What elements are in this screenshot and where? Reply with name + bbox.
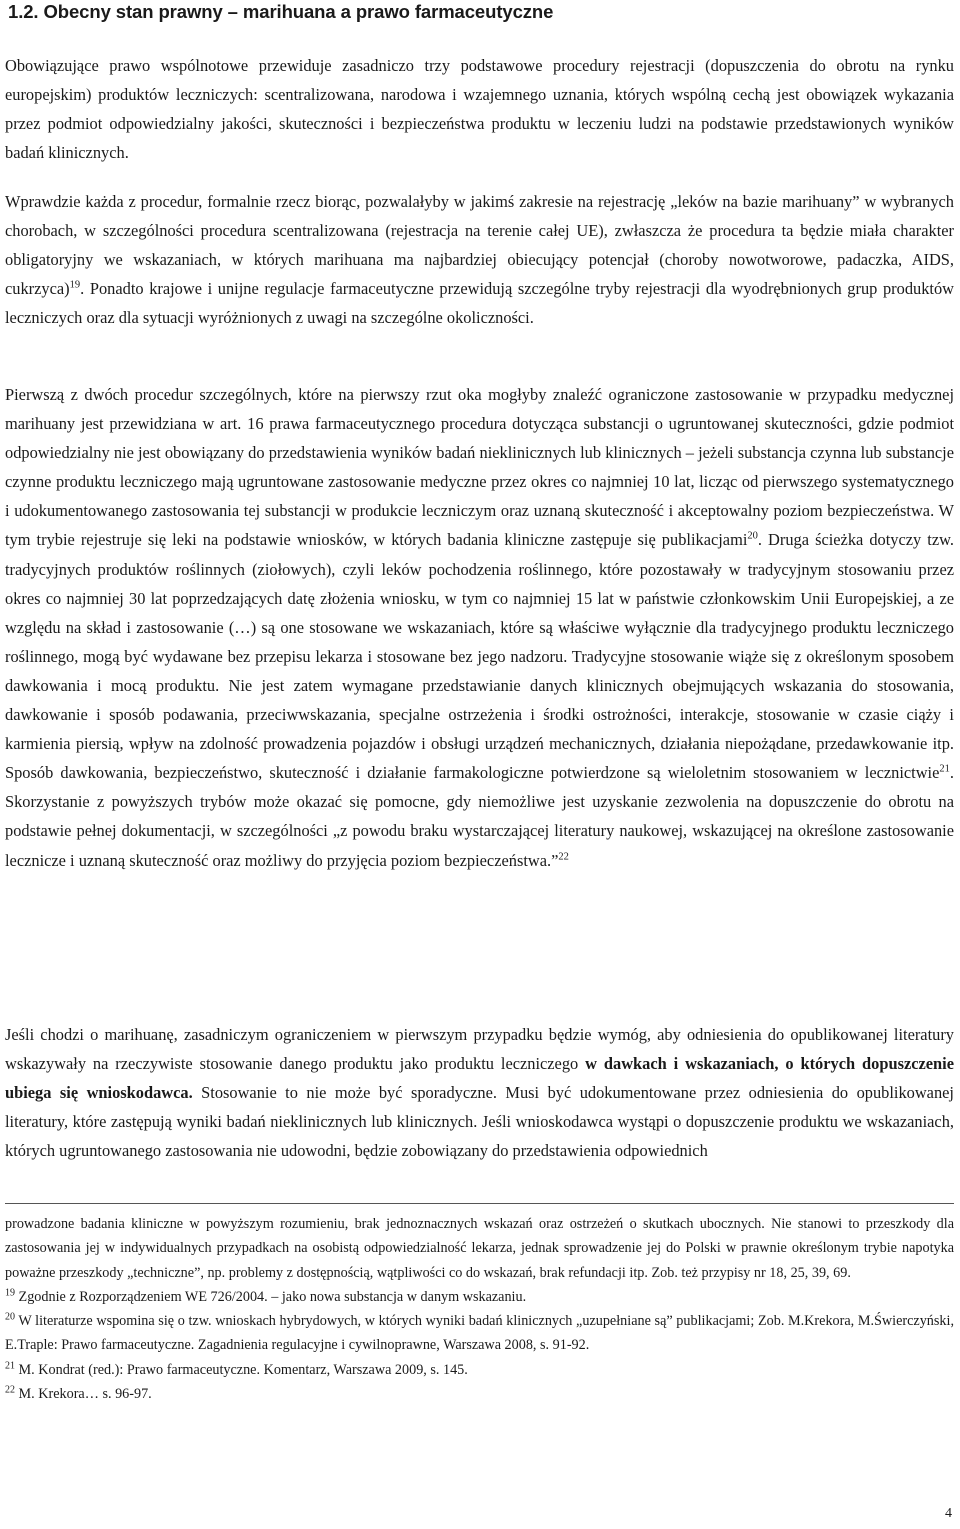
paragraph-4-text-b: Stosowanie to nie może być sporadyczne. Musi być udokumentowane przez odniesienia do opublikowanej literatury, które zastępują wyniki badań nieklinicznych lub klinicznych. Jeśli wnioskodawca wystąpi o dopuszczenie produktu we wskazaniach, których ugruntowanego zastosowania nie udowodni, będzie zobowiązany do przedstawienia odpowiednich: [5, 1083, 954, 1161]
footnote-21: [5, 1358, 954, 1382]
paragraph-3: [5, 380, 954, 875]
section-heading: 1.2. Obecny stan prawny – marihuana a prawo farmaceutyczne: [8, 1, 554, 22]
paragraph-2-text-a: Wprawdzie każda z procedur, formalnie rzecz biorąc, pozwalałyby w jakimś zakresie na rejestrację „leków na bazie marihuany” w wybranych chorobach, w szczególności procedura scentralizowana (rejestracja na terenie całej UE), zwłaszcza że procedura ta będzie miała charakter obligatoryjny we wskazaniach, w których marihuana ma najbardziej obiecujący potencjał (choroby nowotworowe, padaczka, AIDS, cukrzyca): [5, 192, 954, 299]
footnote-ref-21[interactable]: 21: [939, 763, 950, 775]
paragraph-4: [5, 1020, 954, 1165]
footnote-ref-19[interactable]: 19: [69, 279, 81, 291]
footnote-separator: [5, 1203, 954, 1204]
paragraph-1: [5, 51, 954, 167]
footnote-19-text: Zgodnie z Rozporządzeniem WE 726/2004. – jako nowa substancja w danym wskazaniu.: [15, 1288, 527, 1305]
footnote-ref-22[interactable]: 22: [558, 851, 569, 863]
footnote-number-19: 19: [5, 1287, 15, 1299]
footnote-ref-20[interactable]: 20: [747, 531, 758, 542]
footnote-21-text: M. Kondrat (red.): Prawo farmaceutyczne. Komentarz, Warszawa 2009, s. 145.: [15, 1361, 468, 1378]
footnote-number-22: 22: [5, 1384, 15, 1396]
footnote-22: [5, 1382, 954, 1406]
paragraph-1-text: Obowiązujące prawo wspólnotowe przewiduje zasadniczo trzy podstawowe procedury rejestracji (dopuszczenia do obrotu na rynku europejskim) produktów leczniczych: scentralizowana, narodowa i wzajemnego uznania, których wspólną cechą jest obowiązek wykazania przez podmiot odpowiedzialny jakości, skuteczności i bezpieczeństwa produktu w leczeniu ludzi na podstawie przedstawionych wyników badań klinicznych.: [5, 56, 954, 163]
paragraph-3-text-c: . Skorzystanie z powyższych trybów może okazać się pomocne, gdy niemożliwe jest uzyskanie zezwolenia na dopuszczenie do obrotu na podstawie pełnej dokumentacji, w szczególności „z powodu braku wystarczającej literatury naukowej, wskazującej na określone zastosowanie lecznicze i uznaną skuteczność oraz możliwy do przyjęcia poziom bezpieczeństwa.”: [5, 763, 954, 870]
footnote-number-21: 21: [5, 1360, 15, 1372]
paragraph-2-text-b: . Ponadto krajowe i unijne regulacje farmaceutyczne przewidują szczególne tryby rejestracji dla wyodrębnionych grup produktów leczniczych oraz dla sytuacji wyróżnionych z uwagi na szczególne okoliczności.: [5, 279, 954, 328]
paragraph-3-text-a: Pierwszą z dwóch procedur szczególnych, które na pierwszy rzut oka mogłyby znaleźć ograniczone zastosowanie w przypadku medycznej marihuany jest przewidziana w art. 16 prawa farmaceutycznego procedura dotycząca substancji o ugruntowanej skuteczności, gdzie podmiot odpowiedzialny nie jest obowiązany do przedstawienia wyników badań nieklinicznych lub klinicznych – jeżeli substancja czynna lub substancje czynne produktu leczniczego mają ugruntowane zastosowanie medyczne przez okres co najmniej 10 lat, licząc od pierwszego systematycznego i udokumentowanego zastosowania tej substancji w produkcie leczniczym oraz uznaną skuteczność i akceptowalny poziom bezpieczeństwa. W tym trybie rejestruje się leki na podstawie wniosków, w których badania kliniczne zastępuje się publikacjami: [5, 385, 954, 550]
footnotes: [5, 1212, 954, 1406]
footnote-19: [5, 1285, 954, 1309]
page-number: 4: [945, 1506, 952, 1521]
paragraph-4-text-a: Jeśli chodzi o marihuanę, zasadniczym ograniczeniem w pierwszym przypadku będzie wymóg, aby odniesienia do opublikowanej literatury wskazywały na rzeczywiste stosowanie danego produktu jako produktu leczniczego: [5, 1025, 954, 1074]
paragraph-4-bold-text: w dawkach i wskazaniach, o których dopuszczenie ubiega się wnioskodawca.: [5, 1054, 954, 1103]
paragraph-2: [5, 187, 954, 332]
footnote-20: [5, 1309, 954, 1358]
footnote-number-20: 20: [5, 1311, 15, 1323]
paragraph-3-text-b: . Druga ścieżka dotyczy tzw. tradycyjnych produktów roślinnych (ziołowych), czyli leków pochodzenia roślinnego, które pozostawały w tradycyjnym stosowaniu przez okres co najmniej 30 lat poprzedzających datę złożenia wniosku, w tym co najmniej 15 lat w państwie członkowskim Unii Europejskiej, a ze względu na skład i zastosowanie (…) są one stosowane we wskazaniach, które są właściwe wyłącznie dla tradycyjnego produktu leczniczego roślinnego, mogą być wydawane bez przepisu lekarza i stosowane bez jego nadzoru. Tradycyjne stosowanie wiąże się z określonym sposobem dawkowania i mocą produktu. Nie jest zatem wymagane przedstawianie danych klinicznych obejmujących wskazania do stosowania, dawkowanie i sposób podawania, przeciwwskazania, specjalne ostrzeżenia i środki ostrożności, interakcje, stosowanie w czasie ciąży i karmienia piersią, wpływ na zdolność prowadzenia pojazdów i obsługi urządzeń mechanicznych, działania niepożądane, przedawkowanie itp. Sposób dawkowania, bezpieczeństwo, skuteczność i działanie farmakologiczne potwierdzone są wieloletnim stosowaniem w lecznictwie: [5, 530, 955, 783]
footnote-continuation: prowadzone badania kliniczne w powyższym rozumieniu, brak jednoznacznych wskazań oraz ostrzeżeń o skutkach ubocznych. Nie stanowi to przeszkody dla zastosowania jej w indywidualnych przypadkach na osobistą odpowiedzialność lekarza, jednak sprowadzenie jej do Polski w prawnie określonym trybie napotyka poważne przeszkody „techniczne”, np. problemy z dostępnością, wątpliwości co do wskazań, brak refundacji itp. Zob. też przypisy nr 18, 25, 39, 69.: [5, 1216, 954, 1281]
footnote-22-text: M. Krekora… s. 96-97.: [15, 1386, 152, 1403]
footnote-20-text: W literaturze wspomina się o tzw. wnioskach hybrydowych, w których wyniki badań klinicznych „uzupełniane są” publikacjami; Zob. M.Krekora, M.Świerczyński, E.Traple: Prawo farmaceutyczne. Zagadnienia regulacyjne i cywilnoprawne, Warszawa 2008, s. 91-92.: [5, 1313, 954, 1354]
